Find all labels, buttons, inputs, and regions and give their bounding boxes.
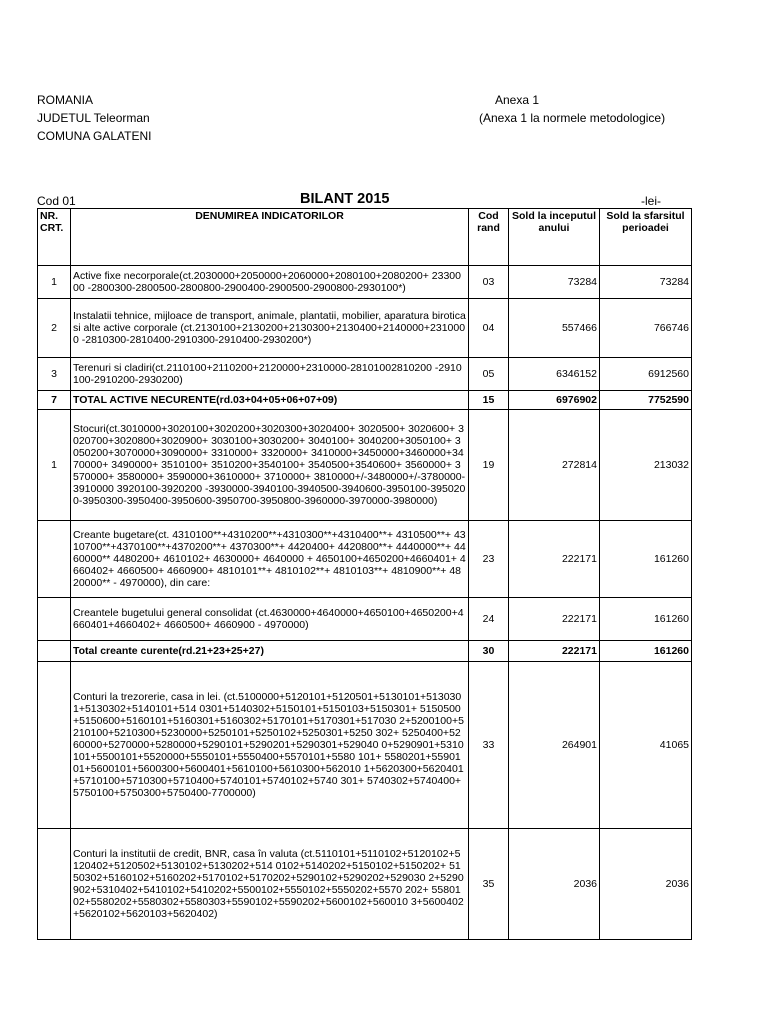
cell-sold-inceput: 264901	[509, 662, 600, 829]
table-row	[38, 358, 692, 391]
cell-sold-sfarsit: 161260	[600, 641, 692, 662]
col-header-nr: NR. CRT.	[38, 209, 71, 266]
cell-description: Stocuri(ct.3010000+3020100+3020200+3020300+3020400+ 3020500+ 3020600+ 3020700+3020800+3020900+ 3030100+3030200+ 3040100+ 3040200+3050100+ 3050200+3070000+3090000+ 3310000+ 3320000+ 3410000+3450000+3460000+3470000+ 3490000+ 3510100+ 3510200+3540100+ 3540500+3540600+ 3560000+ 3570000+ 3580000+ 3590000+3610000+ 3710000+ 3810000+/-3480000+/-3780000-3910000 3920100-3920200 -3930000-3940100-3940500-3940600-3950100-3950200-3950300-3950400-3950600-3950700-3950800-3960000-3970000-3980000)	[71, 410, 469, 521]
cell-cod-rand: 24	[469, 598, 509, 641]
cell-nr	[38, 829, 71, 940]
cell-description: Terenuri si cladiri(ct.2110100+2110200+2120000+2310000-28101002810200 -2910100-2910200-2930200)	[71, 358, 469, 391]
cell-sold-sfarsit: 41065	[600, 662, 692, 829]
cell-sold-sfarsit: 2036	[600, 829, 692, 940]
cell-description: Active fixe necorporale(ct.2030000+2050000+2060000+2080100+2080200+ 2330000 -2800300-2800500-2800800-2900400-2900500-2900800-2930100*)	[71, 266, 469, 299]
table-row	[38, 391, 692, 410]
balance-table	[37, 208, 692, 940]
table-row	[38, 266, 692, 299]
currency-unit: -lei-	[641, 194, 661, 208]
cell-cod-rand: 04	[469, 299, 509, 358]
table-header-row	[38, 209, 692, 266]
table-body	[38, 266, 692, 940]
cell-cod-rand: 33	[469, 662, 509, 829]
annex-note: (Anexa 1 la normele metodologice)	[479, 111, 666, 125]
cell-cod-rand: 30	[469, 641, 509, 662]
cell-cod-rand: 23	[469, 521, 509, 598]
table-row	[38, 521, 692, 598]
cell-nr	[38, 662, 71, 829]
cell-sold-sfarsit: 161260	[600, 598, 692, 641]
col-header-sold-sfarsit: Sold la sfarsitul perioadei	[600, 209, 692, 266]
cell-cod-rand: 05	[469, 358, 509, 391]
cell-sold-sfarsit: 766746	[600, 299, 692, 358]
col-header-cod: Cod rand	[469, 209, 509, 266]
cell-description: Creantele bugetului general consolidat (ct.4630000+4640000+4650100+4650200+4660401+4660402+ 4660500+ 4660900 - 4970000)	[71, 598, 469, 641]
county-label: JUDETUL Teleorman	[37, 111, 150, 125]
annex-label: Anexa 1	[495, 93, 540, 107]
form-code: Cod 01	[37, 194, 76, 208]
cell-sold-inceput: 222171	[509, 521, 600, 598]
cell-description: Creante bugetare(ct. 4310100**+4310200**+4310300**+4310400**+ 4310500**+ 4310700**+4370100**+4370200**+ 4370300**+ 4420400+ 4420800**+ 4440000**+ 4460000** 4480200+ 4610102+ 4630000+ 4640000 + 4650100+4650200+4660401+ 4660402+ 4660500+ 4660900+ 4810101**+ 4810102**+ 4810103**+ 4810900**+ 4820000** - 4970000), din care:	[71, 521, 469, 598]
cell-nr: 2	[38, 299, 71, 358]
cell-sold-sfarsit: 6912560	[600, 358, 692, 391]
cell-sold-inceput: 222171	[509, 641, 600, 662]
table-row	[38, 598, 692, 641]
cell-sold-sfarsit: 73284	[600, 266, 692, 299]
cell-sold-sfarsit: 161260	[600, 521, 692, 598]
cell-nr: 1	[38, 410, 71, 521]
table-row	[38, 641, 692, 662]
cell-sold-inceput: 557466	[509, 299, 600, 358]
cell-sold-inceput: 222171	[509, 598, 600, 641]
table-row	[38, 299, 692, 358]
table-row	[38, 410, 692, 521]
table-row	[38, 662, 692, 829]
col-header-denumire: DENUMIREA INDICATORILOR	[71, 209, 469, 266]
cell-description: Conturi la trezorerie, casa in lei. (ct.5100000+5120101+5120501+5130101+5130301+5130302+5140101+514 0301+5140302+5150101+5150103+5150301+ 5150500+5150600+5160101+5160301+5160302+5170101+5170301+517030 2+5200100+5210100+5210300+5230000+5250101+5250102+5250301+5250 302+ 5250400+5260000+5270000+5280000+5290101+5290201+5290301+529040 0+5290901+5310101+5500101+5520000+5550101+5550400+5570101+5580 101+ 5580201+5590101+5600101+5600300+5600401+5610100+5610300+562010 1+5620300+5620401+5710100+5710300+5710400+5740101+5740102+5740 301+ 5740302+5740400+5750100+5750300+5750400-7700000)	[71, 662, 469, 829]
cell-cod-rand: 15	[469, 391, 509, 410]
cell-cod-rand: 19	[469, 410, 509, 521]
cell-description: Total creante curente(rd.21+23+25+27)	[71, 641, 469, 662]
cell-nr	[38, 521, 71, 598]
cell-description: TOTAL ACTIVE NECURENTE(rd.03+04+05+06+07+09)	[71, 391, 469, 410]
cell-cod-rand: 35	[469, 829, 509, 940]
col-header-sold-inceput: Sold la inceputul anului	[509, 209, 600, 266]
table-row	[38, 829, 692, 940]
cell-nr: 3	[38, 358, 71, 391]
cell-sold-sfarsit: 7752590	[600, 391, 692, 410]
cell-sold-inceput: 272814	[509, 410, 600, 521]
cell-description: Conturi la institutii de credit, BNR, casa în valuta (ct.5110101+5110102+5120102+5120402+5120502+5130102+5130202+514 0102+5140202+5150102+5150202+ 5150302+5160102+5160202+5170102+5170202+5290102+5290202+529030 2+5290902+5310402+5410102+5410202+5500102+5550102+5550202+5570 202+ 5580102+5580202+5580302+5580303+5590102+5590202+5600102+560010 3+5600402+5620102+5620103+5620402)	[71, 829, 469, 940]
cell-nr: 7	[38, 391, 71, 410]
cell-sold-inceput: 6346152	[509, 358, 600, 391]
cell-nr	[38, 598, 71, 641]
cell-sold-sfarsit: 213032	[600, 410, 692, 521]
cell-cod-rand: 03	[469, 266, 509, 299]
cell-description: Instalatii tehnice, mijloace de transport, animale, plantatii, mobilier, aparatura birotica si alte active corporale (ct.2130100+2130200+2130300+2130400+2140000+2310000 -2810300-2810400-2910300-2910400-2930200*)	[71, 299, 469, 358]
page-title: BILANT 2015	[300, 191, 390, 207]
cell-sold-inceput: 73284	[509, 266, 600, 299]
cell-sold-inceput: 6976902	[509, 391, 600, 410]
country-label: ROMANIA	[37, 93, 94, 107]
cell-nr	[38, 641, 71, 662]
commune-label: COMUNA GALATENI	[37, 129, 152, 143]
cell-sold-inceput: 2036	[509, 829, 600, 940]
cell-nr: 1	[38, 266, 71, 299]
